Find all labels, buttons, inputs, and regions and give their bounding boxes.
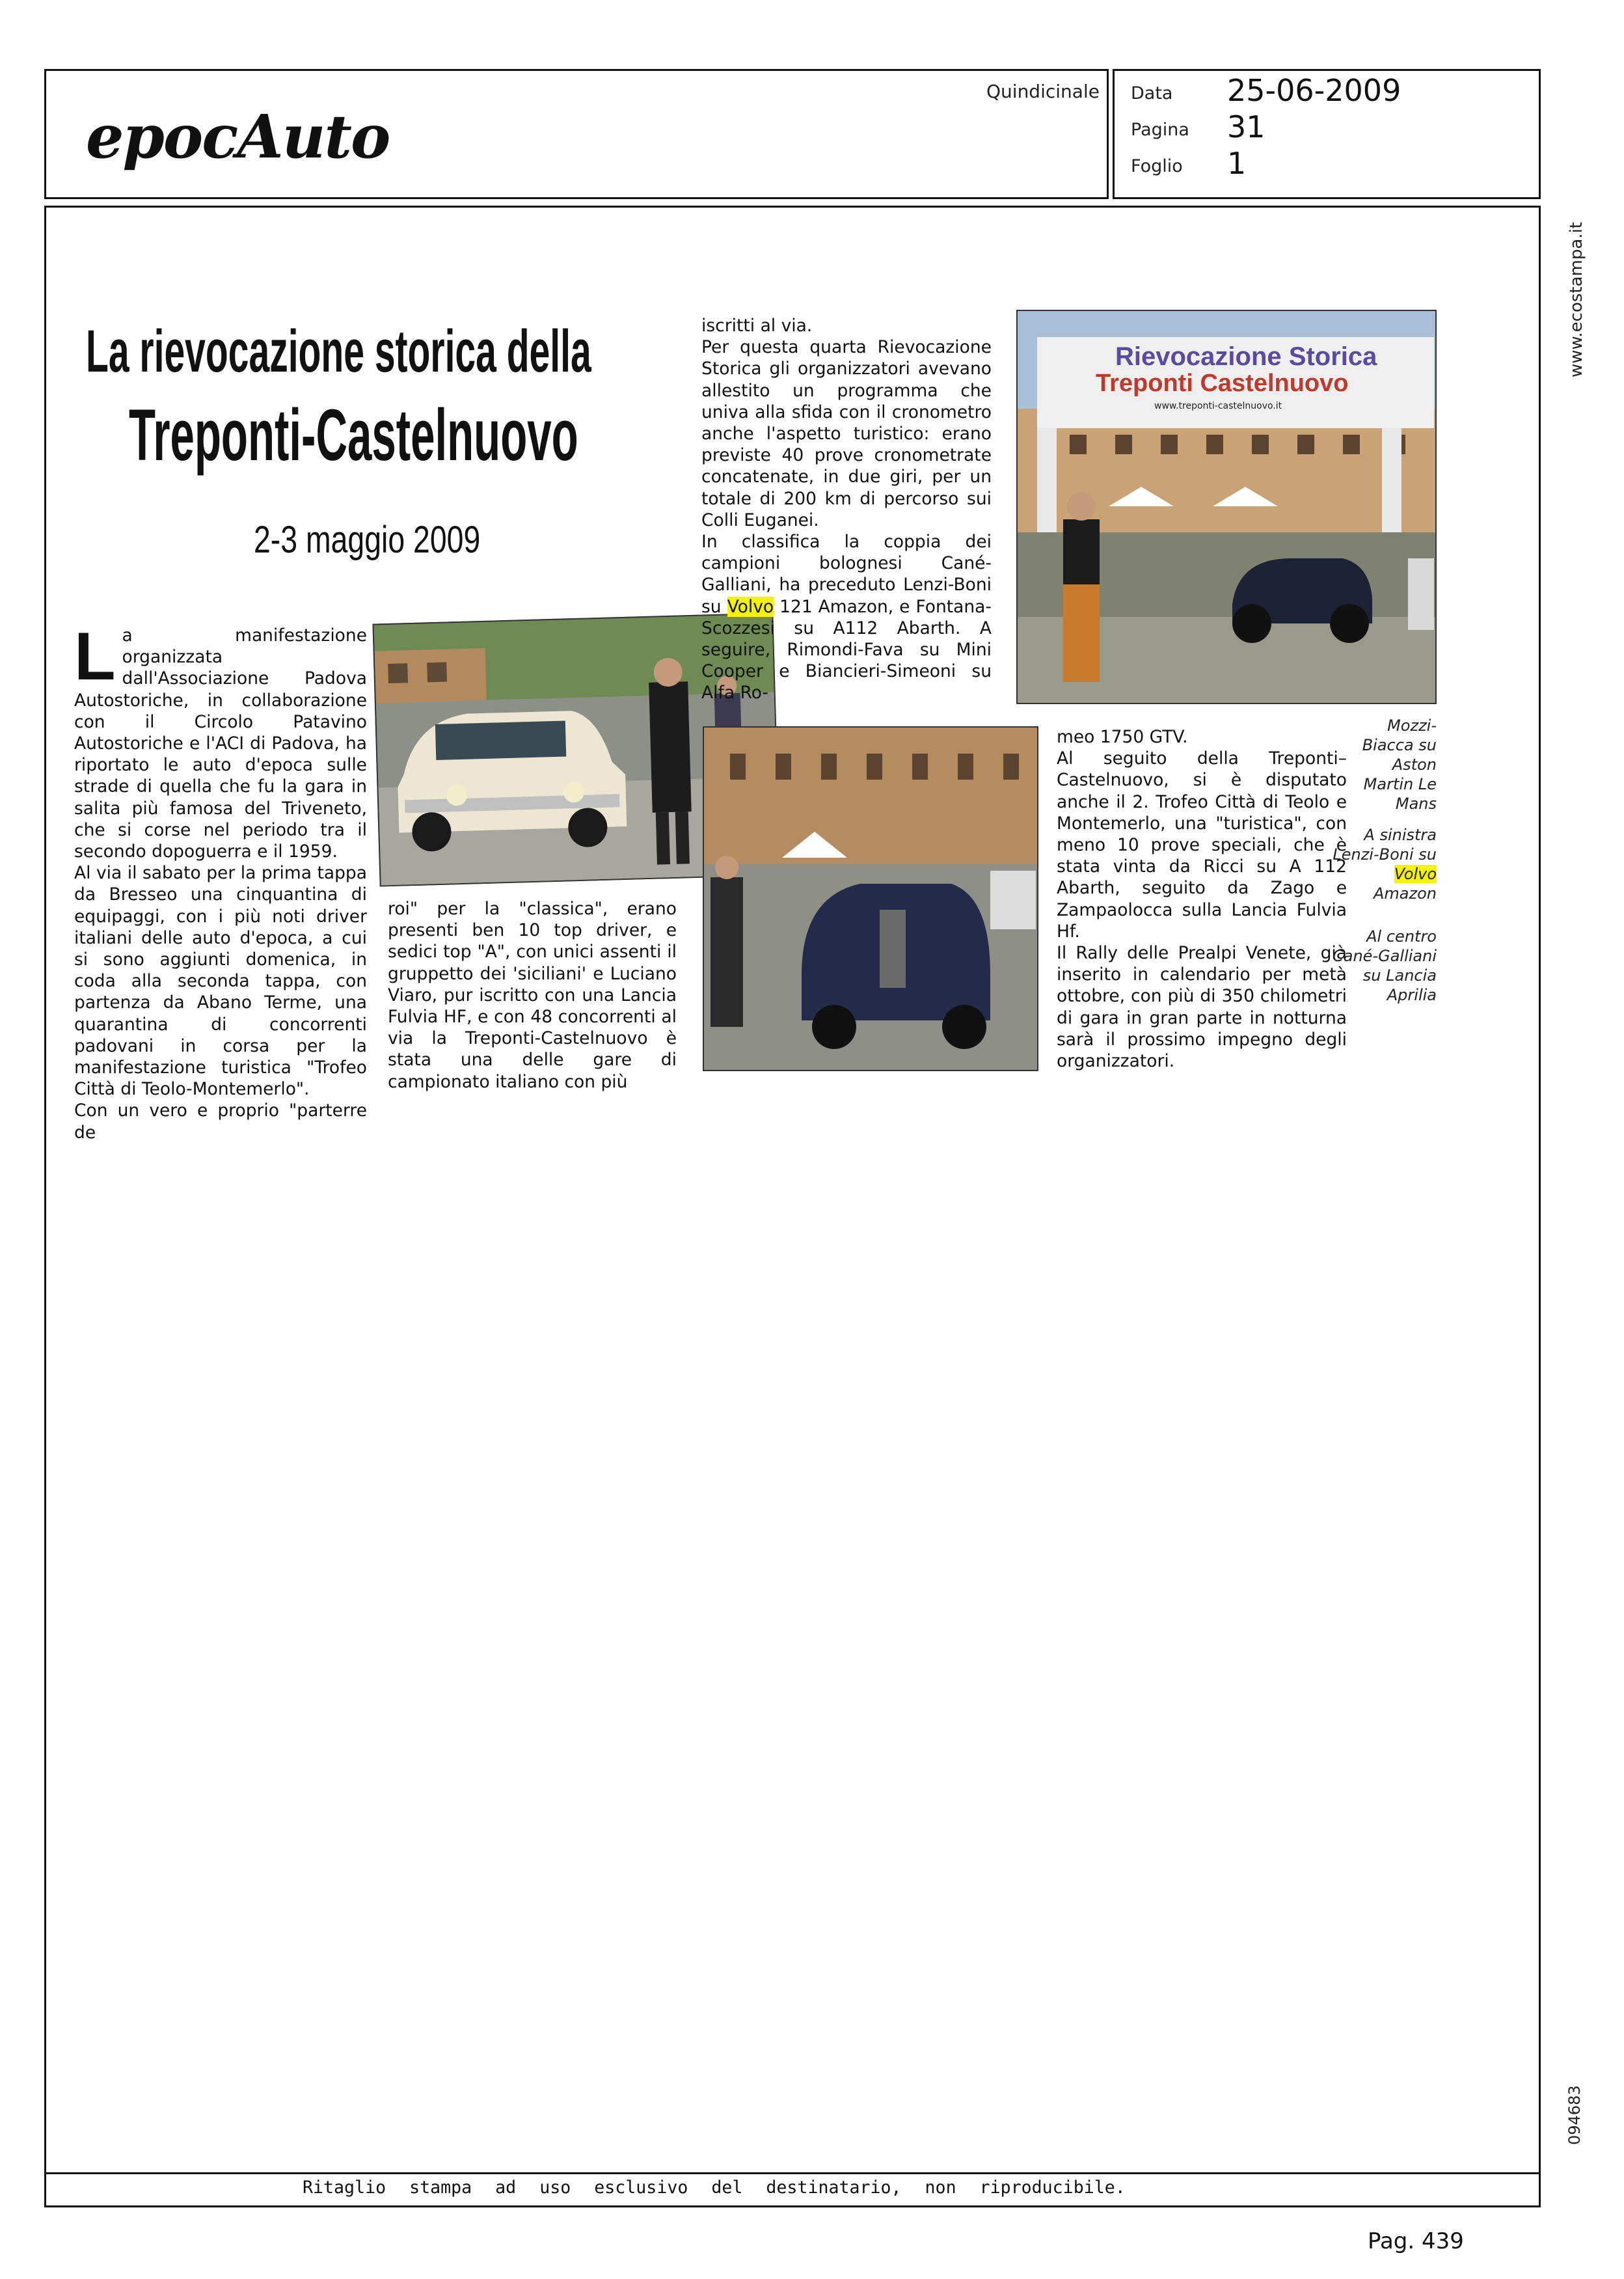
col1-paragraph-3: Con un vero e proprio "parterre de — [74, 1100, 367, 1143]
article-subtitle: 2-3 maggio 2009 — [254, 519, 481, 561]
page-number: Pag. 439 — [1368, 2228, 1464, 2254]
photo-lancia-scene — [704, 728, 1038, 1071]
caption-volvo-a: A sinistra Lenzi-Boni su — [1333, 826, 1437, 864]
col1-paragraph-1: a manifestazione organizzata dall'Associazione Padova Autostoriche, in collaborazione con il Circolo Patavino Autostoriche e l'ACI di Padova, ha riportato le auto d'epoca sulle strade di quella che fu la gara in salita più famosa del Triveneto, che si corse nel periodo tra il secondo dopoguerra e il 1959. — [74, 625, 367, 862]
photo-lancia-aprilia — [703, 726, 1038, 1071]
pagina-value: 31 — [1227, 109, 1265, 144]
column-4 — [1057, 726, 1347, 1072]
col3-highlight-volvo: Volvo — [727, 596, 774, 617]
foglio-value: 1 — [1227, 146, 1247, 181]
caption-volvo-b: Amazon — [1374, 884, 1437, 903]
col4-paragraph-1: meo 1750 GTV. — [1057, 727, 1188, 747]
column-1 — [74, 619, 367, 1143]
footer-divider — [44, 2172, 1541, 2174]
banner-line3: www.treponti-castelnuovo.it — [1154, 401, 1282, 411]
frequency-label: Quindicinale — [986, 81, 1100, 102]
publication-logo: epocAuto — [86, 102, 390, 172]
column-2: roi" per la "classica", erano presenti ben 10 top driver, e sedici top "A", con unici assenti il gruppetto dei 'siciliani' e Luciano Viaro, pur iscritto con una Lancia Fulvia HF, e con 48 concorrenti al via la Treponti-Castelnuovo è stata una delle gare di campionato italiano con più — [388, 899, 677, 1092]
col3-paragraph-2: Per questa quarta Rievocazione Storica gli organizzatori avevano allestito un programma che univa alla sfida con il cronometro anche l'aspetto turistico: erano previste 40 prove cronometrate concatenate, in due giri, per un totale di 200 km di percorso sui Colli Euganei. — [701, 337, 992, 530]
photo-start-arch — [1016, 310, 1437, 704]
article-title-line1: La rievocazione storica della — [86, 318, 591, 385]
col3-paragraph-3a: In classifica la coppia dei campioni bolognesi Cané-Galliani, ha preceduto Lenzi-Boni su — [701, 532, 992, 617]
code-text: 094683 — [1565, 2085, 1584, 2145]
caption-aston-martin: Mozzi-Biacca su Aston Martin Le Mans — [1362, 716, 1437, 813]
dropcap: L — [74, 619, 116, 694]
banner-line1: Rievocazione Storica — [1115, 342, 1377, 371]
col4-paragraph-2: Al seguito della Treponti–Castelnuovo, si è disputato anche il 2. Trofeo Città di Teolo e Montemerlo, una "turistica", con meno 10 prove speciali, che è stata vinta da Ricci su A 112 Abarth, seguito da Zago e Zampaolocca sulla Lancia Fulvia Hf. — [1057, 748, 1347, 942]
foglio-label: Foglio — [1131, 156, 1183, 176]
col1-paragraph-2: Al via il sabato per la prima tappa da Bresseo una cinquantina di equipaggi, con i più noti driver italiani delle auto d'epoca, a cui si sono aggiunti domenica, in coda alla seconda tappa, con partenza da Abano Terme, una quarantina di concorrenti padovani in corsa per la manifestazione turistica "Trofeo Città di Teolo-Montemerlo". — [74, 863, 367, 1100]
col3-paragraph-1: iscritti al via. — [701, 316, 813, 336]
pagina-label: Pagina — [1131, 120, 1189, 140]
caption-lancia: Al centro Cané-Galliani su Lancia Aprilia — [1333, 927, 1437, 1004]
banner-line2: Treponti Castelnuovo — [1096, 370, 1349, 397]
data-label: Data — [1131, 83, 1173, 103]
column-3 — [701, 315, 992, 704]
website-text: www.ecostampa.it — [1567, 222, 1586, 377]
caption-volvo — [1327, 825, 1437, 903]
caption-volvo-highlight: Volvo — [1394, 865, 1437, 883]
article-title-line2: Treponti-Castelnuovo — [129, 394, 578, 476]
col3-paragraph-3b: 121 Amazon, e Fontana-Scozzesi su A112 Abarth. A seguire, Rimondi-Fava su Mini Cooper e Biancieri-Simeoni su Alfa Ro- — [701, 596, 992, 703]
data-value: 25-06-2009 — [1227, 73, 1401, 108]
col4-paragraph-3: Il Rally delle Prealpi Venete, già inserito in calendario per metà ottobre, con più di 350 chilometri di gara in gran parte in notturna sarà il prossimo impegno degli organizzatori. — [1057, 943, 1347, 1072]
footer-notice: Ritaglio stampa ad uso esclusivo del destinatario, non riproducibile. — [303, 2177, 1126, 2198]
